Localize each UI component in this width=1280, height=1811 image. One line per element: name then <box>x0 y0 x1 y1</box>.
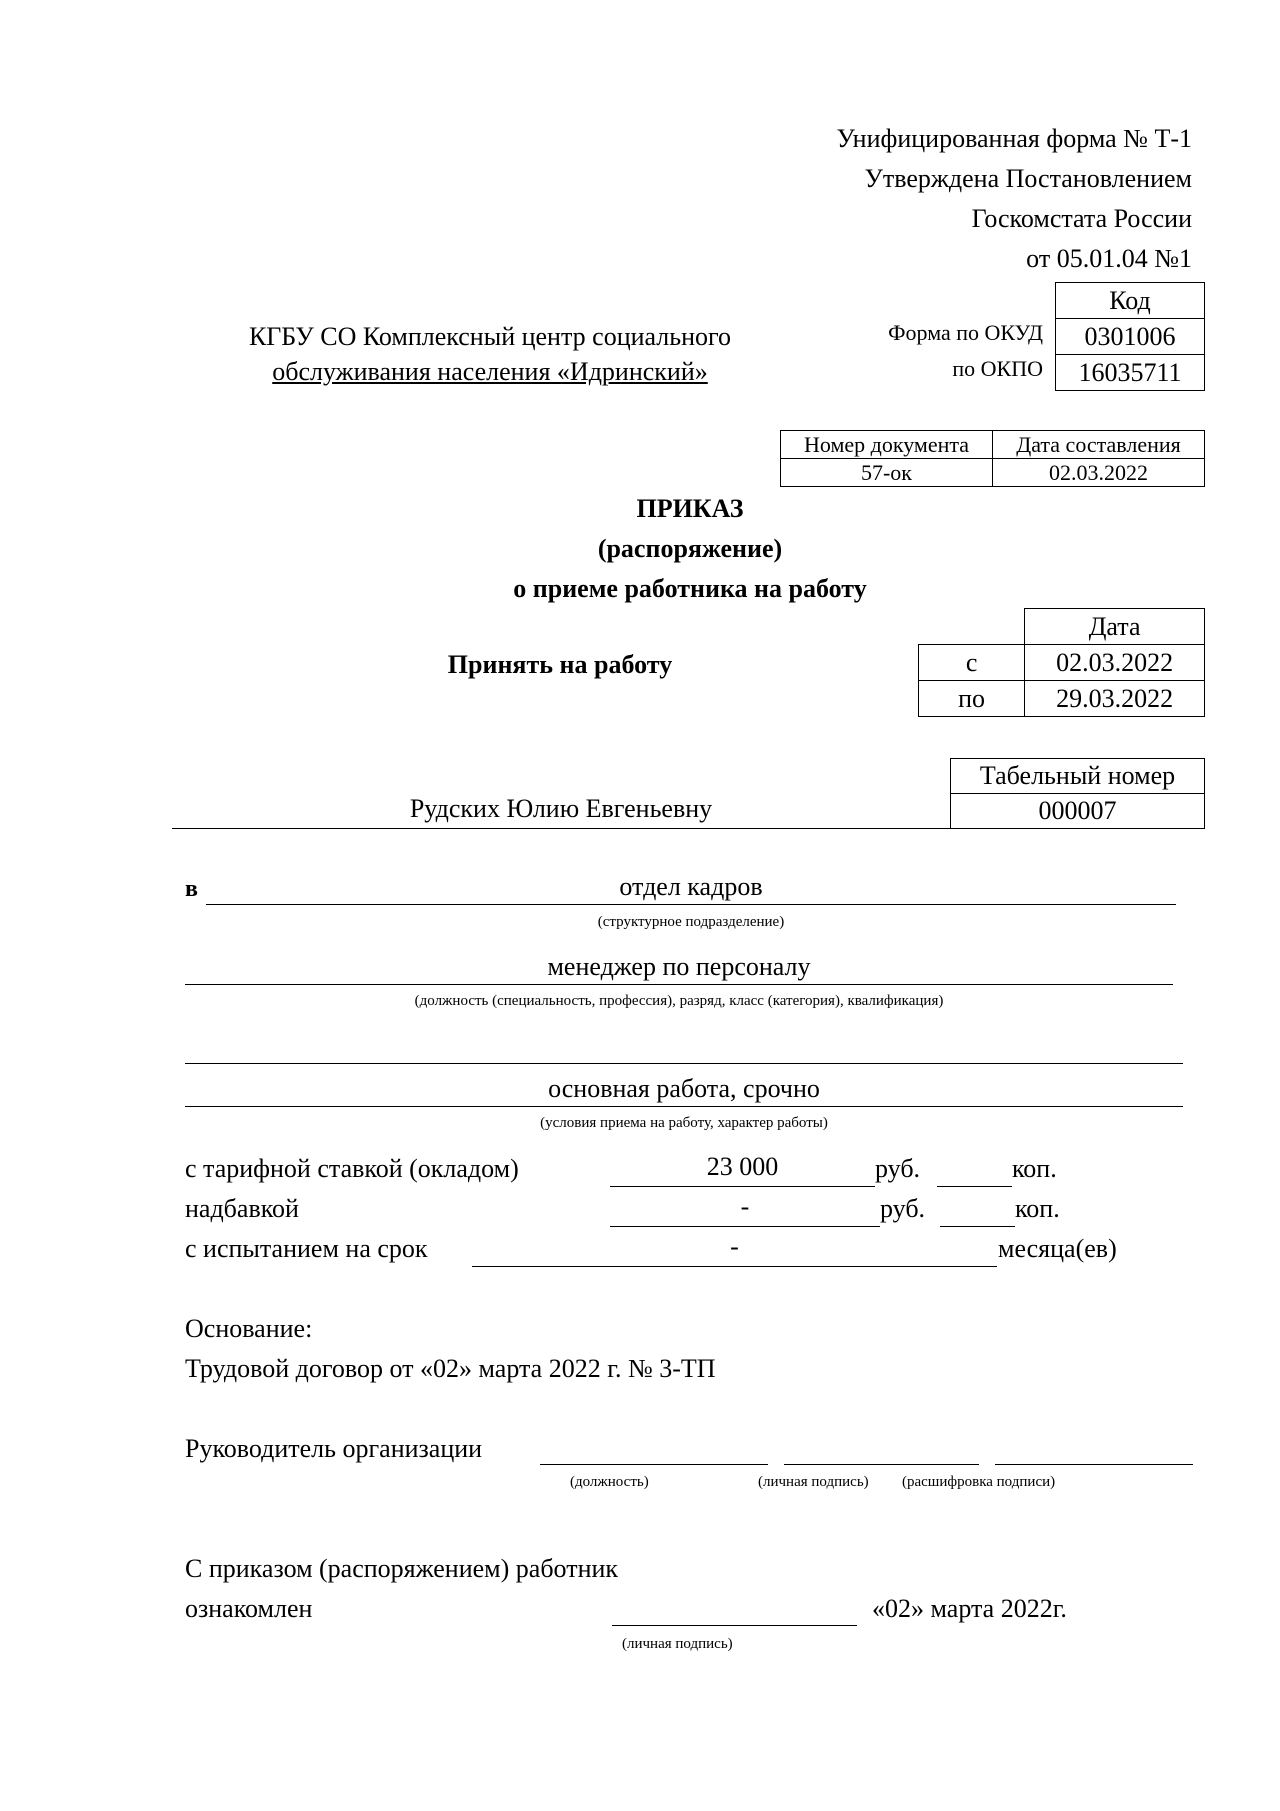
head-signature-caption: (личная подпись) <box>758 1474 869 1490</box>
hire-label: Принять на работу <box>447 650 673 679</box>
rate-rub: руб. <box>875 1154 921 1183</box>
bonus-kop: коп. <box>1015 1194 1060 1223</box>
hire-to-date: 29.03.2022 <box>1025 681 1205 717</box>
doc-number: 57-ок <box>781 459 993 487</box>
department-prefix: в <box>185 876 198 902</box>
conditions-caption: (условия приема на работу, характер работы) <box>540 1115 828 1131</box>
hire-from-label: с <box>919 645 1025 681</box>
probation-value: - <box>472 1232 997 1267</box>
org-name-line2: обслуживания населения «Идринский» <box>272 357 708 386</box>
hire-from-date: 02.03.2022 <box>1025 645 1205 681</box>
basis-text: Трудовой договор от «02» марта 2022 г. № 3-ТП <box>185 1354 716 1383</box>
okpo-value: 16035711 <box>1056 355 1205 391</box>
doc-number-header: Номер документа <box>781 431 993 459</box>
approval-authority: Госкомстата России <box>971 204 1192 233</box>
head-decoding-caption: (расшифровка подписи) <box>902 1474 1056 1490</box>
rate-value: 23 000 <box>610 1152 875 1187</box>
basis-label: Основание: <box>185 1314 313 1343</box>
org-name-line1: КГБУ СО Комплексный центр социального <box>248 322 732 351</box>
tab-number-table <box>950 758 1205 829</box>
conditions-value: основная работа, срочно <box>185 1074 1183 1107</box>
okpo-label: по ОКПО <box>952 356 1043 381</box>
ack-date: «02» марта 2022г. <box>872 1594 1067 1623</box>
rate-kop-blank <box>937 1186 1012 1187</box>
bonus-kop-blank <box>940 1226 1015 1227</box>
approval-date: от 05.01.04 №1 <box>1026 244 1192 273</box>
document-purpose: о приеме работника на работу <box>513 574 867 603</box>
hire-dates-table <box>918 608 1205 717</box>
bonus-label: надбавкой <box>185 1194 299 1223</box>
hire-date-header: Дата <box>1025 609 1205 645</box>
document-table <box>780 430 1205 487</box>
head-position-line[interactable] <box>540 1464 768 1465</box>
tab-number-header: Табельный номер <box>951 759 1205 794</box>
bonus-rub: руб. <box>880 1194 926 1223</box>
document-subtitle: (распоряжение) <box>597 534 783 563</box>
okud-label: Форма по ОКУД <box>888 320 1043 345</box>
employee-signature-caption: (личная подпись) <box>622 1636 733 1652</box>
head-position-caption: (должность) <box>570 1474 649 1490</box>
doc-date: 02.03.2022 <box>993 459 1205 487</box>
employee-signature-line[interactable] <box>612 1625 857 1626</box>
codes-table <box>1055 282 1205 391</box>
head-signature-label: Руководитель организации <box>185 1434 483 1463</box>
head-decoding-line[interactable] <box>995 1464 1193 1465</box>
probation-unit: месяца(ев) <box>998 1234 1117 1263</box>
employee-name: Рудских Юлию Евгеньевну <box>172 794 950 829</box>
ack-line1: С приказом (распоряжением) работник <box>185 1554 619 1583</box>
tab-number: 000007 <box>951 794 1205 829</box>
ack-line2: ознакомлен <box>185 1594 313 1623</box>
rate-label: с тарифной ставкой (окладом) <box>185 1154 519 1183</box>
head-signature-line[interactable] <box>784 1464 979 1465</box>
hire-to-label: по <box>919 681 1025 717</box>
bonus-value: - <box>610 1192 880 1227</box>
position-caption: (должность (специальность, профессия), разряд, класс (категория), квалификация) <box>414 993 944 1009</box>
position-value: менеджер по персоналу <box>185 952 1173 985</box>
blank-line <box>185 1063 1183 1064</box>
doc-date-header: Дата составления <box>993 431 1205 459</box>
rate-kop: коп. <box>1012 1154 1057 1183</box>
probation-label: с испытанием на срок <box>185 1234 428 1263</box>
okud-value: 0301006 <box>1056 319 1205 355</box>
form-number: Унифицированная форма № Т-1 <box>836 124 1192 153</box>
codes-header: Код <box>1056 283 1205 319</box>
department-value: отдел кадров <box>206 872 1176 905</box>
department-caption: (структурное подразделение) <box>597 914 785 930</box>
document-title: ПРИКАЗ <box>636 494 744 523</box>
approval-line: Утверждена Постановлением <box>864 164 1192 193</box>
